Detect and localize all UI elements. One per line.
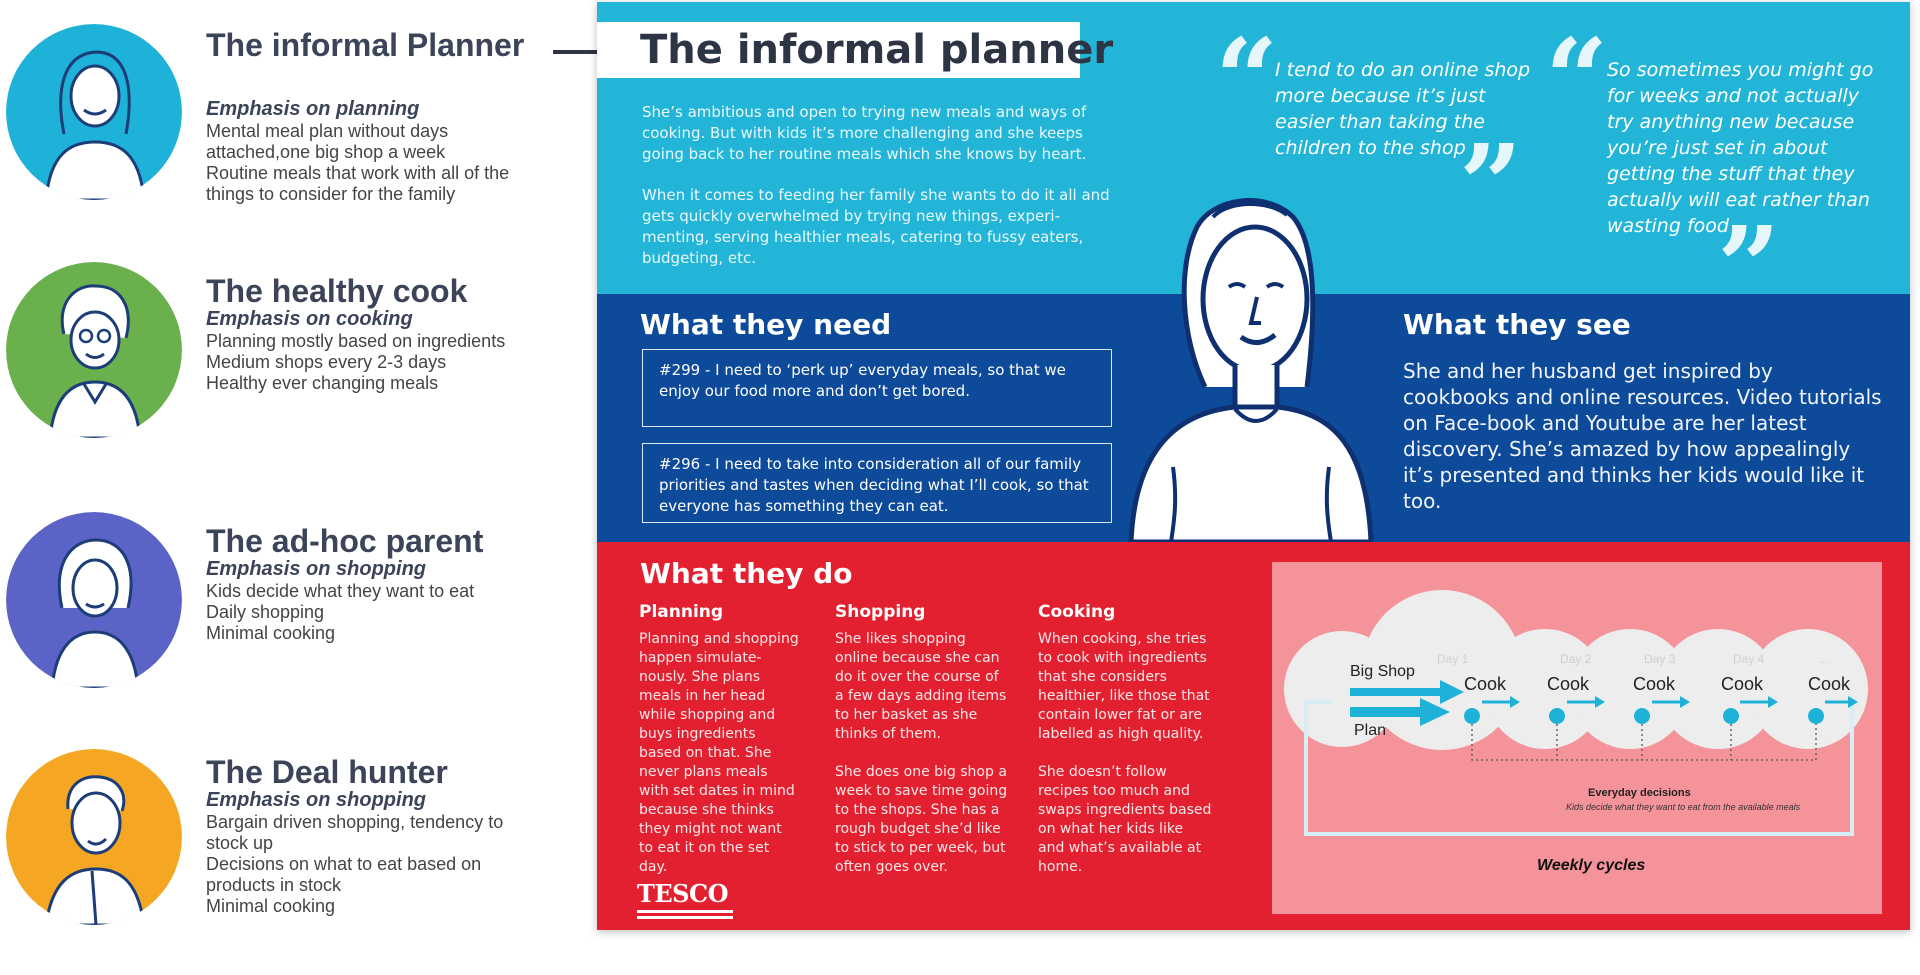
persona-deal-hunter [0,743,560,943]
woman-bob-hair-icon [6,512,182,688]
woman-long-hair-icon [6,24,182,200]
day-label: Day 2 [1560,652,1592,666]
planning-text: Planning and shopping happen simulate-nously. She plans meals in her head while shopping and buys ingredients based on that. She never plans meals with set dates in mind because she thinks they might not want to eat it on the set day. [639,631,799,875]
persona-emphasis: Emphasis on shopping [206,789,427,811]
cook-label: Cook [1721,674,1764,694]
persona-description: Kids decide what they want to eat Daily shopping Minimal cooking [206,581,475,643]
day-label: Day 4 [1733,652,1765,666]
persona-description: Mental meal plan without days attached,one big shop a week Routine meals that work with all of the things to consider for the family [206,121,510,204]
persona-title: The ad-hoc parent [206,523,484,559]
quote-text: I tend to do an online shop more because it’s just easier than taking the children to the shop [1275,59,1531,159]
older-woman-glasses-icon [6,262,182,438]
poster-title: The informal planner [640,27,1114,73]
see-title: What they see [1403,308,1631,341]
intro-paragraph: When it comes to feeding her family she wants to do it all and gets quickly overwhelmed by trying new things, experi-menting, serving healthier meals, catering to fussy eaters, budgeting, etc. [642,186,1110,267]
quote-text: So sometimes you might go for weeks and not actually try anything new because you’re just set in about getting the stuff that they actually will eat rather than wasting food [1607,59,1874,237]
persona-description: Planning mostly based on ingredients Medium shops every 2-3 days Healthy ever changing meals [206,331,506,393]
open-quote-icon: “ [1215,14,1279,143]
persona-healthy-cook [0,262,560,462]
planning-title: Planning [639,602,724,622]
cooking-text: When cooking, she tries to cook with ingredients that she considers healthier, like those that contain lower fat or are labelled as high quality. She doesn’t follow recipes too much and swaps ingredients based on what her kids like and what’s available at home. [1038,631,1212,875]
cook-label: Cook [1808,674,1851,694]
woman-illustration [1117,187,1377,542]
tesco-logo [637,879,737,918]
shopping-title: Shopping [835,602,926,622]
close-quote-icon: ” [1459,120,1523,249]
cook-label: Cook [1464,674,1507,694]
man-icon [6,749,182,925]
weekly-cycle-diagram [1272,562,1882,914]
cook-label: Cook [1633,674,1676,694]
persona-emphasis: Emphasis on shopping [206,558,427,580]
persona-title: The Deal hunter [206,754,448,790]
tesco-wordmark: TESCO [637,879,728,908]
persona-informal-planner [0,20,560,220]
persona-poster [597,2,1910,930]
weekly-cycles-label: Weekly cycles [1537,857,1646,874]
day-label: ... [1818,652,1829,666]
persona-description: Bargain driven shopping, tendency to stock up Decisions on what to eat based on products in stock Minimal cooking [206,812,504,916]
close-quote-icon: ” [1717,202,1781,331]
big-shop-label: Big Shop [1350,663,1415,680]
plan-label: Plan [1354,722,1387,739]
persona-ad-hoc-parent [0,512,560,712]
cook-label: Cook [1547,674,1590,694]
see-paragraph: She and her husband get inspired by cookbooks and online resources. Video tutorials on Face-book and Youtube are her latest discovery. She’s amazed by how appealingly it’s presented and thinks her kids would like it too. [1403,359,1882,513]
persona-emphasis: Emphasis on cooking [206,308,413,330]
do-title: What they do [640,557,853,590]
need-card: #299 - I need to ‘perk up’ everyday meals, so that we enjoy our food more and don’t get bored. [642,349,1112,427]
open-quote-icon: “ [1545,14,1609,143]
persona-title: The informal Planner [206,27,525,63]
persona-title: The healthy cook [206,273,468,309]
persona-emphasis: Emphasis on planning [206,98,420,120]
cooking-title: Cooking [1038,602,1116,622]
need-card: #296 - I need to take into consideration all of our family priorities and tastes when deciding what I’ll cook, so that everyone has something they can eat. [642,443,1112,523]
shopping-text: She likes shopping online because she can do it over the course of a few days adding items to her basket as she thinks of them. She does one big shop a week to save time going to the shops. She has a rough budget she’d like to stick to per week, but often goes over. [835,631,1008,875]
day-label: Day 1 [1437,652,1469,666]
intro-paragraph: She’s ambitious and open to trying new meals and ways of cooking. But with kids it’s more challenging and she keeps going back to her routine meals which she knows by heart. [642,103,1087,163]
everyday-decisions-label: Everyday decisions [1588,787,1691,799]
tesco-stripes [637,909,737,921]
day-label: Day 3 [1644,652,1676,666]
need-title: What they need [640,308,892,341]
poster-title-box [597,22,1114,78]
everyday-decisions-note: Kids decide what they want to eat from the available meals [1566,802,1801,812]
